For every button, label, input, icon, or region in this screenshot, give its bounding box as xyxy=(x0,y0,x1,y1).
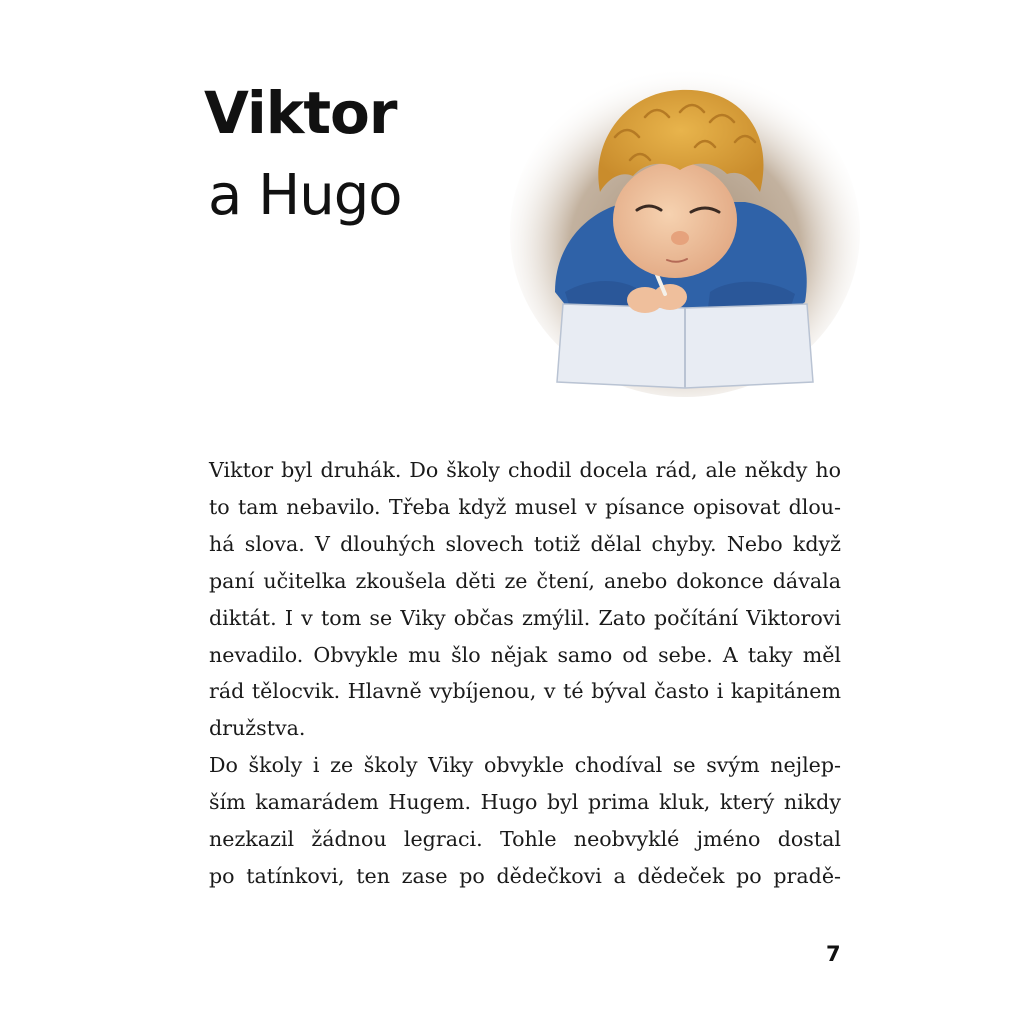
body-line: Do školy i ze školy Viky obvykle chodíval se svým nejlep- xyxy=(209,753,841,778)
body-line: diktát. I v tom se Viky občas zmýlil. Zato počítání Viktorovi xyxy=(209,605,841,630)
body-line: paní učitelka zkoušela děti ze čtení, anebo dokonce dávala xyxy=(209,568,841,593)
body-line: to tam nebavilo. Třeba když musel v písance opisovat dlou- xyxy=(209,494,841,519)
body-line: Viktor byl druhák. Do školy chodil docela rád, ale někdy ho xyxy=(209,458,841,482)
body-line: po tatínkovi, ten zase po dědečkovi a dědeček po pradě- xyxy=(209,863,841,888)
chapter-subtitle: a Hugo xyxy=(208,163,402,228)
body-line: ším kamarádem Hugem. Hugo byl prima kluk, který nikdy xyxy=(209,790,841,815)
boy-face xyxy=(613,162,737,278)
boy-nose xyxy=(671,231,689,245)
page-number: 7 xyxy=(826,942,841,966)
boy-writing-in-notebook-illustration xyxy=(495,42,870,402)
body-line: há slova. V dlouhých slovech totiž dělal chyby. Nebo když xyxy=(209,531,841,556)
chapter-body-text xyxy=(209,452,841,895)
body-line: nevadilo. Obvykle mu šlo nějak samo od sebe. A taky měl xyxy=(209,642,841,667)
chapter-title: Viktor xyxy=(204,79,397,147)
boy-right-hand xyxy=(653,284,687,310)
body-line: rád tělocvik. Hlavně vybíjenou, v té býval často i kapitánem xyxy=(209,679,841,704)
body-line: nezkazil žádnou legraci. Tohle neobvyklé jméno dostal xyxy=(209,827,841,852)
body-line: družstva. xyxy=(209,716,306,741)
